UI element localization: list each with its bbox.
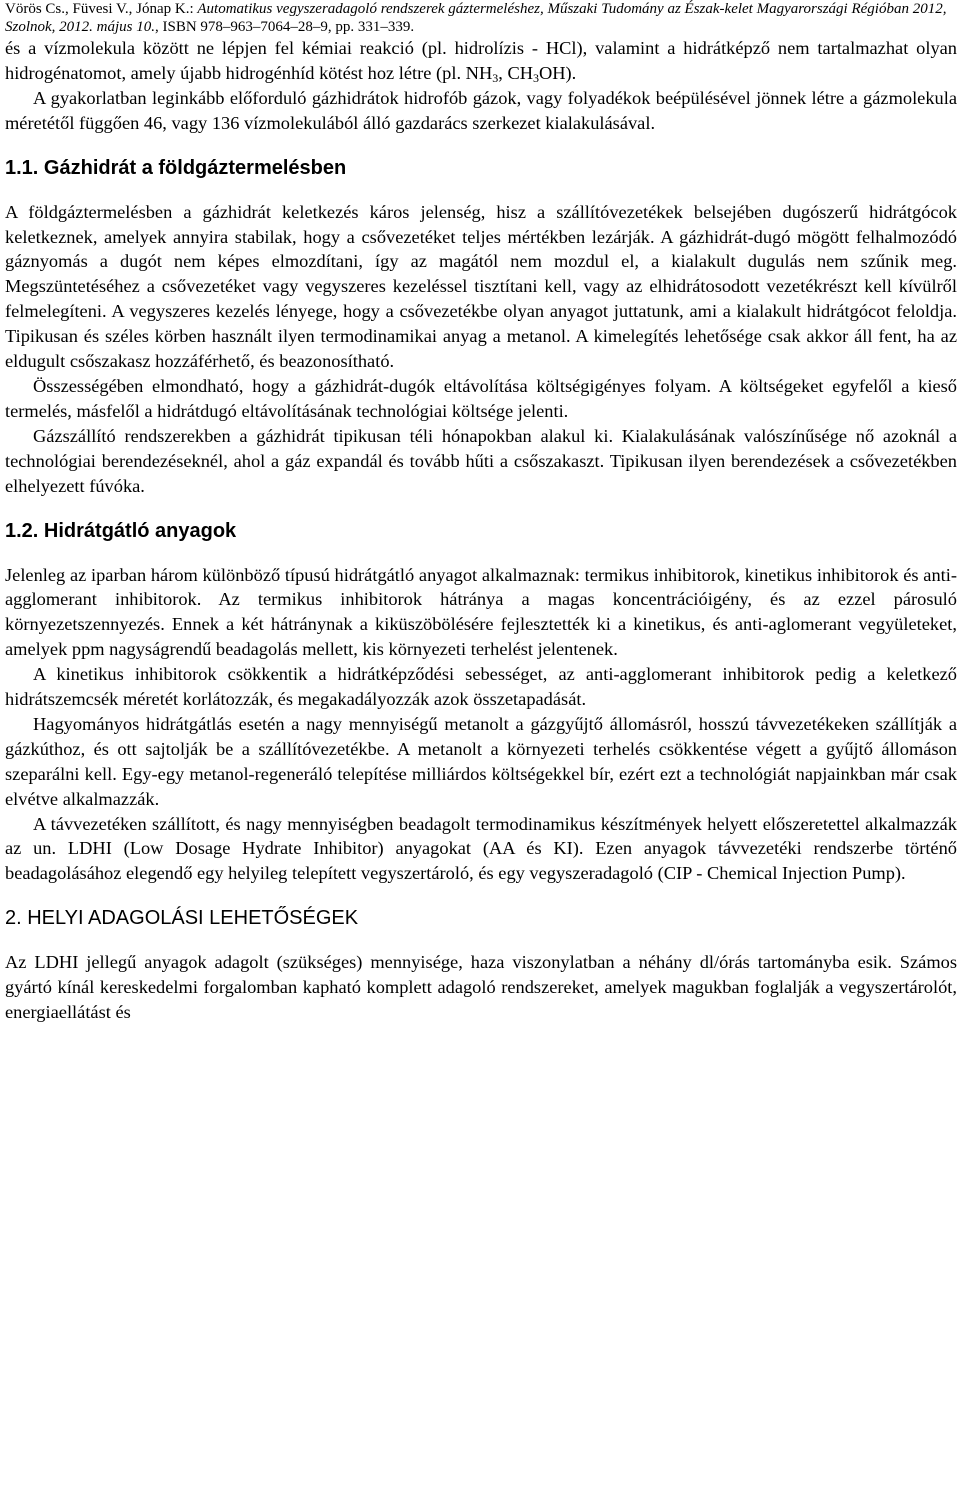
header-isbn: , ISBN 978–963–7064–28–9, pp. 331–339. bbox=[155, 19, 415, 35]
section-1-2-paragraph-4: A távvezetéken szállított, és nagy mennyiségben beadagolt termodinamikus készítmények helyett előszeretettel alkalmazzák az un. LDHI (Low Dosage Hydrate Inhibitor) anyagokat (AA és KI). Ezen anyagok távvezetéki rendszerbe történő beadagolásához elegendő egy helyileg telepített vegyszertároló, és egy vegyszeradagoló (CIP - Chemical Injection Pump). bbox=[5, 813, 957, 884]
intro-paragraph-1 bbox=[5, 36, 957, 86]
intro-p1-text-b: , CH bbox=[498, 62, 533, 83]
intro-paragraph-2: A gyakorlatban leginkább előforduló gázhidrátok hidrofób gázok, vagy folyadékok beépülésével jönnek létre a gázmolekula méretétől függően 46, vagy 136 vízmolekulából álló gazdarács szerkezet kialakulásával. bbox=[5, 87, 957, 133]
section-1-1-paragraph-1: A földgáztermelésben a gázhidrát keletkezés káros jelenség, hisz a szállítóvezetékek belsejében dugószerű hidrátgócok keletkeznek, amelyek annyira stabilak, hogy a csővezetéket teljes mértékben lezárják. A gázhidrát-dugó mögött felhalmozódó gáznyomás a dugót nem képes elmozdítani, így az magától nem mozdul el, a kialakult dugulás nem szűnik meg. Megszüntetéséhez a csővezetéket vagy vegyszeres kezeléssel tisztítani kell, vagy az elhidrátosodott vezetékrészt kell kívülről felmelegíteni. A vegyszeres kezelés lényege, hogy a csővezetékbe olyan anyagot juttatunk, ami a kialakult hidrátgócot feloldja. Tipikusan és széles körben használt ilyen termodinamikai anyag a metanol. A kimelegítés lehetősége csak akkor áll fent, ha az eldugult csőszakasz hozzáférhető, és beazonosítható. bbox=[5, 201, 957, 372]
section-heading-2: 2. HELYI ADAGOLÁSI LEHETŐSÉGEK bbox=[5, 907, 359, 930]
section-heading-1-2: 1.2. Hidrátgátló anyagok bbox=[5, 519, 237, 542]
running-header bbox=[5, 0, 957, 36]
header-authors: Vörös Cs., Füvesi V., Jónap K.: bbox=[5, 1, 198, 17]
section-1-1-paragraph-2: Összességében elmondható, hogy a gázhidrát-dugók eltávolítása költségigényes folyam. A költségeket egyfelől a kieső termelés, másfelől a hidrátdugó eltávolításának technológiai költsége jelenti. bbox=[5, 375, 957, 421]
intro-p1-text-c: OH). bbox=[539, 62, 577, 83]
section-1-1-paragraph-3: Gázszállító rendszerekben a gázhidrát tipikusan téli hónapokban alakul ki. Kialakulásának valószínűsége nő azoknál a technológiai berendezéseknél, ahol a gáz expandál és tovább hűti a csőszakaszt. Tipikusan ilyen berendezések a csővezetékben elhelyezett fúvóka. bbox=[5, 425, 957, 496]
nh3-subscript: 3 bbox=[492, 70, 499, 85]
section-2-paragraph-1: Az LDHI jellegű anyagok adagolt (szükséges) mennyisége, haza viszonylatban a néhány dl/órás tartományba esik. Számos gyártó kínál kereskedelmi forgalomban kapható komplett adagoló rendszereket, amelyek magukban foglalják a vegyszertárolót, energiaellátást és bbox=[5, 952, 957, 1023]
section-1-2-paragraph-1: Jelenleg az iparban három különböző típusú hidrátgátló anyagot alkalmaznak: termikus inhibitorok, kinetikus inhibitorok és anti-agglomerant inhibitorok. Az termikus inhibitorok hátránya a magas koncentrációigény, és az ezzel párosuló környezetszennyezés. Ennek a két hátránynak a kiküszöbölésére fejlesztették ki a kinetikus, és anti-aglomerant vegyületeket, amelyek ppm nagyságrendű beadagolás mellett, kis környezeti terhelést jelentenek. bbox=[5, 564, 957, 660]
section-heading-1-1: 1.1. Gázhidrát a földgáztermelésben bbox=[5, 156, 347, 179]
ch3oh-subscript: 3 bbox=[533, 70, 539, 85]
section-1-2-paragraph-2: A kinetikus inhibitorok csökkentik a hidrátképződési sebességet, az anti-agglomerant inhibitorok pedig a keletkező hidrátszemcsék méretét korlátozzák, és megakadályozzák azok összetapadását. bbox=[5, 664, 957, 710]
header-title: Automatikus vegyszeradagoló rendszerek gáztermeléshez, Műszaki Tudomány az Észak-kelet Magyarországi Régióban 2012, Szolnok, 2012. május 10. bbox=[5, 1, 947, 35]
intro-p1-text-a: és a vízmolekula között ne lépjen fel kémiai reakció (pl. hidrolízis - HCl), valamint a hidrátképző nem tartalmazhat olyan hidrogénatomot, amely újabb hidrogénhíd kötést hoz létre (pl. NH bbox=[5, 38, 957, 83]
section-1-2-paragraph-3: Hagyományos hidrátgátlás esetén a nagy mennyiségű metanolt a gázgyűjtő állomásról, hosszú távvezetékeken szállítják a gázkúthoz, és ott sajtolják be a szállítóvezetékbe. A metanolt a környezeti terhelés csökkentése végett a gyűjtő állomáson szeparálni kell. Egy-egy metanol-regeneráló telepítése milliárdos költségekkel bír, ezért ezt a technológiát napjainkban már csak elvétve alkalmazzák. bbox=[5, 713, 957, 809]
